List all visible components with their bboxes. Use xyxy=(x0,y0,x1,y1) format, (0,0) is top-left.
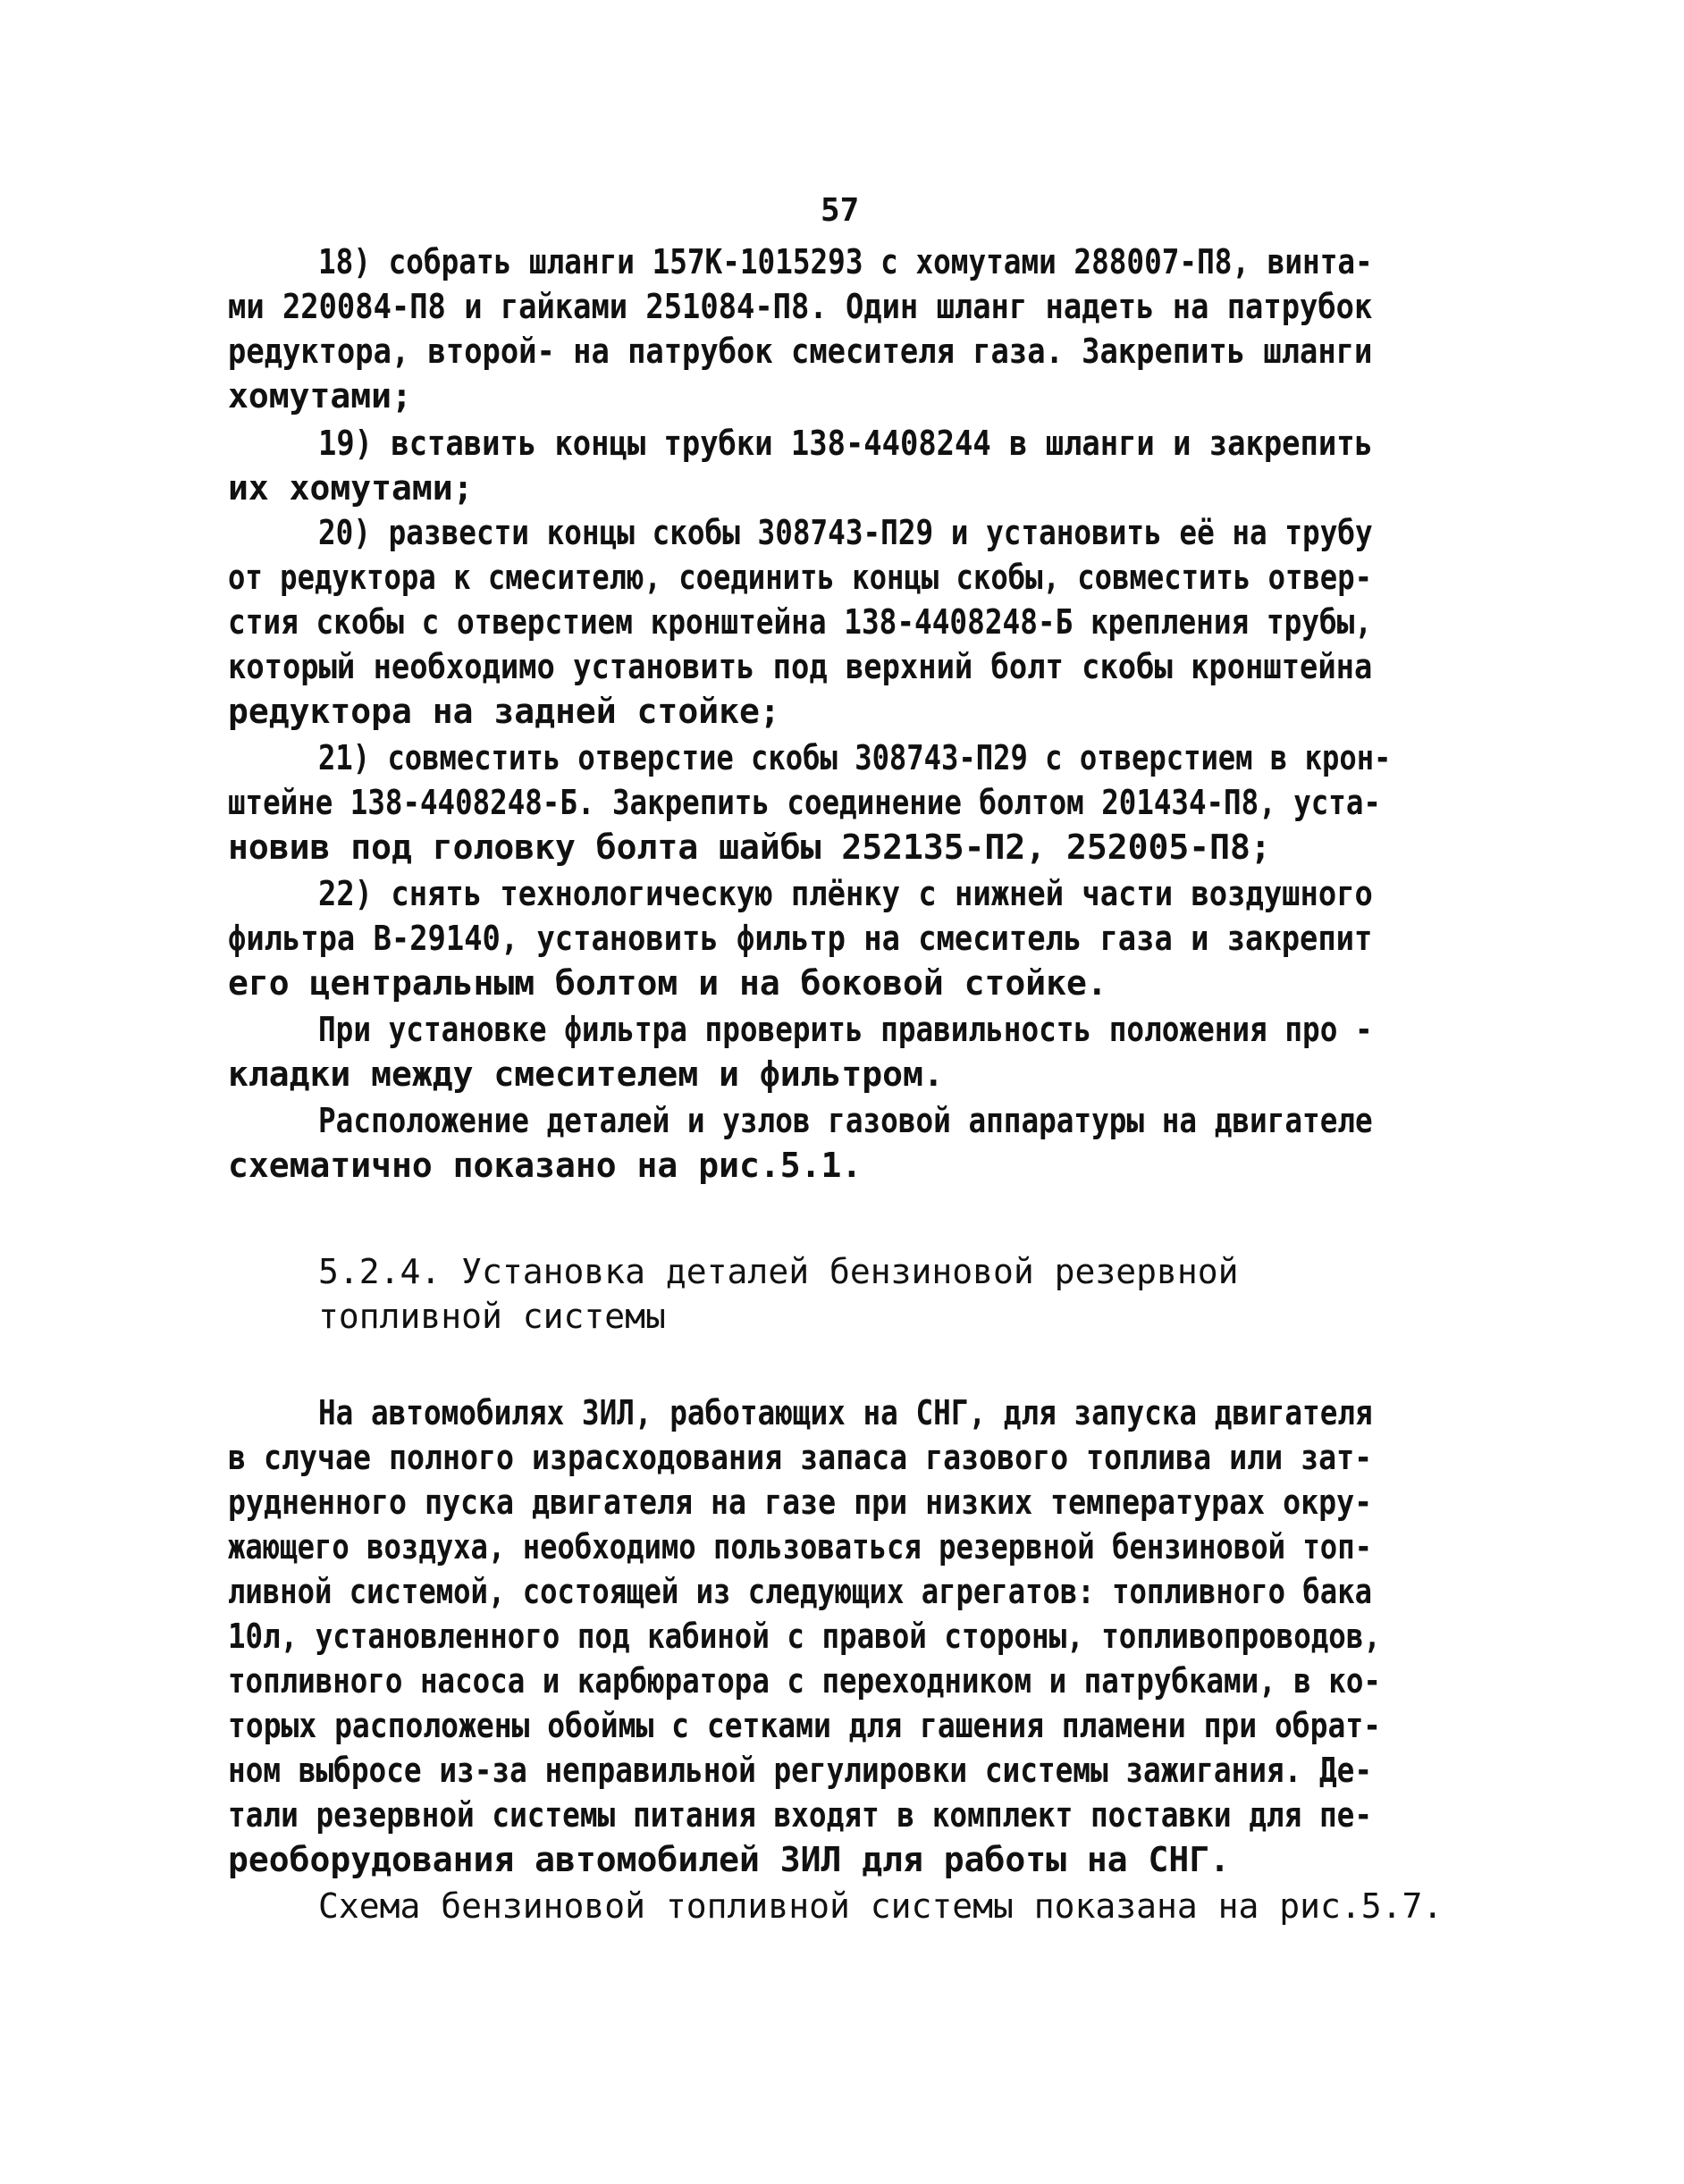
text-line: который необходимо установить под верхний болт скобы кронштейна xyxy=(228,647,1373,686)
text-line: топливного насоса и карбюратора с переходником и патрубками, в ко- xyxy=(228,1661,1381,1701)
text-line: На автомобилях ЗИЛ, работающих на СНГ, для запуска двигателя xyxy=(318,1393,1373,1432)
text-line: редуктора на задней стойке; xyxy=(228,692,780,731)
text-line: редуктора, второй- на патрубок смесителя газа. Закрепить шланги xyxy=(228,332,1373,371)
text-line: хомутами; xyxy=(228,376,412,416)
text-line: ливной системой, состоящей из следующих агрегатов: топливного бака xyxy=(228,1572,1372,1611)
text-line: 19) вставить концы трубки 138-4408244 в шланги и закрепить xyxy=(318,424,1373,463)
text-line: 20) развести концы скобы 308743-П29 и установить её на трубу xyxy=(318,513,1373,552)
text-line: торых расположены обоймы с сетками для гашения пламени при обрат- xyxy=(228,1706,1382,1745)
text-line: При установке фильтра проверить правильность положения про - xyxy=(318,1010,1373,1049)
text-line: 21) совместить отверстие скобы 308743-П29 с отверстием в крон- xyxy=(318,738,1392,777)
text-line: 22) снять технологическую плёнку с нижней части воздушного xyxy=(318,874,1373,913)
text-line: фильтра В-29140, установить фильтр на смеситель газа и закрепит xyxy=(228,919,1373,958)
text-line: Расположение деталей и узлов газовой аппаратуры на двигателе xyxy=(318,1101,1373,1140)
text-line: от редуктора к смесителю, соединить концы скобы, совместить отвер- xyxy=(228,558,1372,597)
text-line: в случае полного израсходования запаса газового топлива или зат- xyxy=(228,1438,1373,1477)
text-line: штейне 138-4408248-Б. Закрепить соединение болтом 201434-П8, уста- xyxy=(228,783,1381,822)
text-line: ми 220084-П8 и гайками 251084-П8. Один шланг надеть на патрубок xyxy=(228,287,1373,326)
section-heading: 5.2.4. Установка деталей бензиновой резервной xyxy=(318,1252,1239,1291)
page-number: 57 xyxy=(821,192,860,229)
text-line: кладки между смесителем и фильтром. xyxy=(228,1054,944,1094)
text-line: схематично показано на рис.5.1. xyxy=(228,1146,863,1185)
text-line: Схема бензиновой топливной системы показана на рис.5.7. xyxy=(318,1886,1444,1926)
text-line: реоборудования автомобилей ЗИЛ для работы на СНГ. xyxy=(228,1840,1231,1879)
text-line: жающего воздуха, необходимо пользоваться резервной бензиновой топ- xyxy=(228,1527,1372,1567)
text-line: их хомутами; xyxy=(228,468,474,508)
section-heading: топливной системы xyxy=(318,1297,666,1336)
text-line: стия скобы с отверстием кронштейна 138-4408248-Б крепления трубы, xyxy=(228,602,1373,642)
text-line: ном выбросе из-за неправильной регулировки системы зажигания. Де- xyxy=(228,1751,1373,1790)
text-line: рудненного пуска двигателя на газе при низких температурах окру- xyxy=(228,1483,1373,1522)
text-line: его центральным болтом и на боковой стойке. xyxy=(228,963,1107,1003)
text-line: тали резервной системы питания входят в комплект поставки для пе- xyxy=(228,1795,1373,1835)
text-line: 18) собрать шланги 157К-1015293 с хомутами 288007-П8, винта- xyxy=(318,242,1373,281)
text-line: 10л, установленного под кабиной с правой стороны, топливопроводов, xyxy=(228,1617,1381,1656)
text-line: новив под головку болта шайбы 252135-П2, 252005-П8; xyxy=(228,827,1271,867)
